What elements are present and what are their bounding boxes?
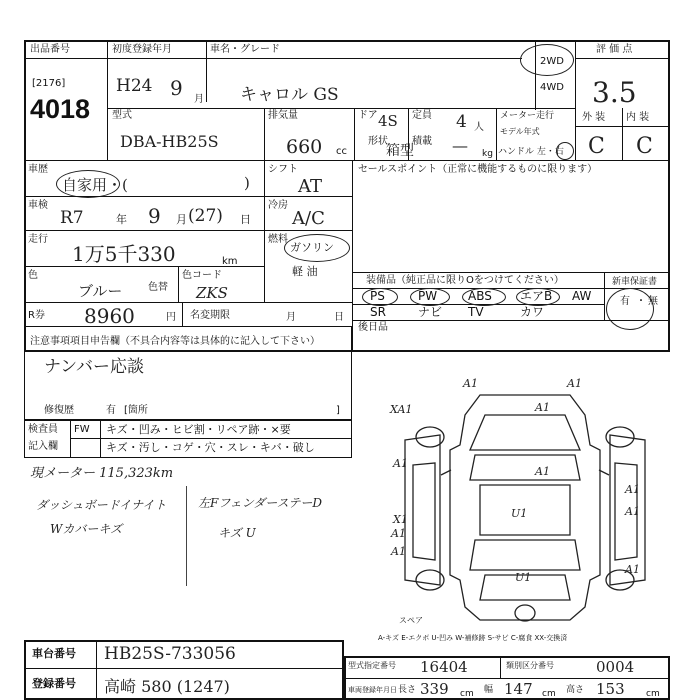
divider — [107, 108, 575, 109]
divider — [96, 640, 97, 700]
grade-score: 3.5 — [592, 76, 637, 109]
inspection-day-unit: 日 — [240, 213, 251, 226]
diagram-mark: A1 — [463, 377, 478, 390]
capacity-value: 4 — [456, 112, 467, 132]
cm-unit: cm — [460, 689, 474, 699]
exterior-label: 外 装 — [582, 112, 606, 123]
diagram-mark: A1 — [535, 401, 550, 414]
inspection-day: (27) — [188, 206, 223, 226]
shift-value: AT — [298, 176, 323, 197]
first-reg-month: 9 — [170, 76, 183, 100]
fuel-diesel: 軽 油 — [292, 265, 318, 278]
divider — [344, 678, 670, 679]
color-change-label: 色替 — [148, 282, 168, 293]
divider — [70, 438, 352, 439]
handle-label: ハンドル 左・右 — [498, 147, 564, 157]
length-label: 長さ — [398, 685, 417, 695]
warranty-yes: 有 — [620, 296, 630, 307]
fuel-gasoline: ガソリン — [290, 241, 334, 254]
first-reg-year-label: 車両登録年月日 — [348, 686, 397, 694]
km-unit: km — [222, 256, 238, 267]
registration-value: 高崎 580 (1247) — [104, 677, 230, 696]
kg-unit: kg — [482, 149, 493, 159]
model: DBA-HB25S — [120, 132, 219, 151]
diagram-mark: A1 — [391, 545, 406, 558]
divider — [352, 320, 670, 321]
lot-number-label: 出品番号 — [30, 44, 70, 55]
load-label: 積載 — [412, 136, 432, 147]
displacement-label: 排気量 — [268, 110, 298, 121]
odometer-value: 1万5千330 — [72, 242, 176, 266]
diagram-mark: A1 — [625, 483, 640, 496]
divider — [575, 58, 670, 59]
check-row-2: キズ・汚し・コゲ・穴・スレ・キバ・破し — [106, 441, 315, 454]
after-fit-label: 後日品 — [358, 322, 388, 333]
exterior-grade: C — [588, 134, 605, 159]
shape-value: 箱型 — [386, 143, 414, 159]
divider — [24, 230, 352, 231]
diagram-mark: X1 — [393, 513, 408, 526]
divider — [24, 196, 352, 197]
equip-row1-item: AW — [572, 289, 592, 303]
history-label: 車歴 — [28, 164, 48, 175]
shift-label: シフト — [268, 164, 298, 175]
divider — [178, 266, 179, 302]
capacity-unit: 人 — [474, 122, 484, 133]
fuel-label: 燃料 — [268, 234, 288, 245]
equipment-label: 装備品（純正品に限りOをつけてください） — [366, 275, 564, 286]
diagram-mark: A1 — [625, 563, 640, 576]
shape-label: 形状 — [368, 136, 388, 147]
equipment-circle — [362, 288, 398, 306]
equip-row1-item: ABS — [468, 289, 492, 303]
diagram-mark: XA1 — [390, 403, 413, 416]
color-code-label: 色コード — [182, 270, 222, 281]
model-year-label: モデル年式 — [500, 127, 540, 136]
diagram-mark: U1 — [511, 507, 528, 520]
inspection-month: 9 — [148, 204, 161, 228]
color-code: ZKS — [196, 284, 228, 302]
remark-1: 現メーター 115,323km — [30, 466, 174, 481]
record-label: 記入欄 — [28, 441, 58, 452]
load-value: — — [452, 136, 468, 155]
warranty-no: 無 — [648, 296, 658, 307]
drive-4wd: 4WD — [540, 82, 564, 93]
recycle-value: 8960 — [84, 304, 135, 328]
divider — [264, 160, 265, 302]
divider — [24, 160, 670, 161]
divider — [264, 108, 265, 160]
car-name-label: 車名・グレード — [210, 44, 280, 55]
remark-3: Wカバーキズ — [50, 522, 123, 536]
inspection-month-unit: 月 — [176, 213, 187, 226]
cm-unit: cm — [646, 689, 660, 699]
height-label: 高さ — [566, 685, 585, 695]
length-value: 339 — [420, 680, 449, 698]
divider — [500, 656, 501, 678]
capacity-label: 定員 — [412, 110, 432, 121]
divider — [496, 108, 497, 160]
sales-point-label: セールスポイント（正常に機能するものに限ります） — [358, 164, 598, 175]
notes-label: 注意事項項目申告欄（不具合内容等は具体的に記入して下さい） — [30, 336, 320, 347]
registration-label: 登録番号 — [32, 677, 76, 690]
equip-row1-item: PW — [418, 289, 438, 303]
fw-label: FW — [74, 424, 90, 435]
repair-label: 修復歴 — [44, 405, 74, 416]
divider — [24, 302, 352, 303]
divider — [408, 108, 409, 160]
equip-row1-item: エアB — [520, 289, 553, 303]
class-number-label: 類別区分番号 — [506, 661, 554, 670]
car-damage-diagram — [385, 375, 670, 625]
divider — [24, 58, 522, 59]
notes-value: ナンバー応談 — [44, 357, 144, 377]
diagram-mark: A1 — [535, 465, 550, 478]
width-label: 幅 — [484, 685, 494, 695]
history-close: ) — [244, 174, 250, 192]
repair-place: [箇所 — [124, 405, 148, 416]
history-value: 自家用・( — [62, 176, 128, 194]
divider — [604, 272, 605, 320]
damage-legend: A-キズ E-エクボ U-凹み W-補修跡 S-サビ C-腐食 XX-交換済 — [378, 634, 568, 642]
repair-yes: 有 — [106, 405, 116, 416]
divider — [352, 160, 353, 352]
divider — [354, 108, 355, 160]
divider — [352, 272, 670, 273]
diagram-mark: A1 — [393, 457, 408, 470]
color-value: ブルー — [78, 282, 123, 300]
warranty-label: 新車保証書 — [612, 277, 658, 287]
cm-unit: cm — [542, 689, 556, 699]
divider — [206, 40, 207, 102]
door-value: 4S — [378, 112, 398, 130]
inspection-label: 車検 — [28, 200, 48, 211]
aircon-label: 冷房 — [268, 200, 288, 211]
remark-4: 左FフェンダーステーD — [198, 496, 323, 510]
diagram-mark: A1 — [625, 505, 640, 518]
first-reg-label: 初度登録年月 — [112, 44, 172, 55]
width-value: 147 — [504, 680, 533, 698]
diagram-mark: U1 — [515, 571, 532, 584]
chassis-label: 車台番号 — [32, 647, 76, 660]
remark-divider — [186, 486, 187, 586]
divider — [182, 302, 183, 326]
interior-label: 内 装 — [626, 112, 650, 123]
chassis-value: HB25S-733056 — [104, 644, 236, 664]
model-label: 型式 — [112, 110, 132, 121]
diagram-mark: A1 — [567, 377, 582, 390]
door-label: ドア — [358, 110, 378, 121]
type-number: 16404 — [420, 658, 468, 676]
equip-row2-item: カワ — [520, 305, 545, 319]
equipment-circle — [462, 288, 506, 306]
divider — [24, 668, 344, 669]
yen-unit: 円 — [166, 312, 176, 323]
divider — [622, 108, 623, 160]
cc-unit: cc — [336, 146, 347, 157]
check-row-1: キズ・凹み・ヒビ割・リペア跡・×要 — [106, 423, 291, 436]
equipment-circle — [410, 288, 450, 306]
inspector-label: 検査員 — [28, 424, 58, 435]
diagram-spare: スペア — [399, 616, 423, 625]
color-label: 色 — [28, 270, 38, 281]
name-change-month: 月 — [286, 312, 296, 323]
repair-close: ] — [336, 405, 340, 416]
equipment-circle — [516, 288, 560, 306]
height-value: 153 — [596, 680, 625, 698]
inspection-year-unit: 年 — [116, 213, 127, 226]
aircon-value: A/C — [292, 208, 325, 229]
drive-2wd: 2WD — [540, 56, 564, 67]
class-number: 0004 — [596, 658, 635, 676]
history-circle — [56, 170, 120, 198]
displacement: 660 — [286, 136, 323, 158]
diagram-mark: A1 — [391, 527, 406, 540]
type-number-label: 型式指定番号 — [348, 661, 396, 670]
name-change-label: 名変期限 — [190, 310, 230, 321]
warranty-circle — [606, 288, 654, 330]
interior-grade: C — [636, 134, 653, 159]
grade-label: 評 価 点 — [596, 44, 633, 55]
remark-2: ダッシュボードイナイト — [36, 498, 167, 512]
month-unit: 月 — [194, 94, 204, 105]
auction-code: [2176] — [32, 78, 66, 89]
remark-5: キズ U — [218, 526, 256, 540]
recycle-label: R券 — [28, 310, 45, 321]
inspection-era: R7 — [60, 208, 84, 228]
lot-number: 4018 — [30, 94, 91, 124]
equip-row2-item: SR — [370, 305, 386, 319]
mileage-label: メーター走行 — [500, 111, 555, 121]
divider — [70, 420, 71, 458]
name-change-day: 日 — [334, 312, 344, 323]
first-reg-era: H24 — [116, 76, 153, 96]
equip-row2-item: ナビ — [418, 305, 443, 319]
handle-right-circle — [556, 142, 574, 160]
equip-row1-item: PS — [370, 289, 385, 303]
car-name: キャロル GS — [240, 85, 339, 105]
warranty-sep: ・ — [636, 296, 646, 307]
divider — [24, 266, 264, 267]
divider — [100, 420, 101, 458]
equip-row2-item: TV — [468, 305, 484, 319]
odometer-label: 走行 — [28, 234, 48, 245]
